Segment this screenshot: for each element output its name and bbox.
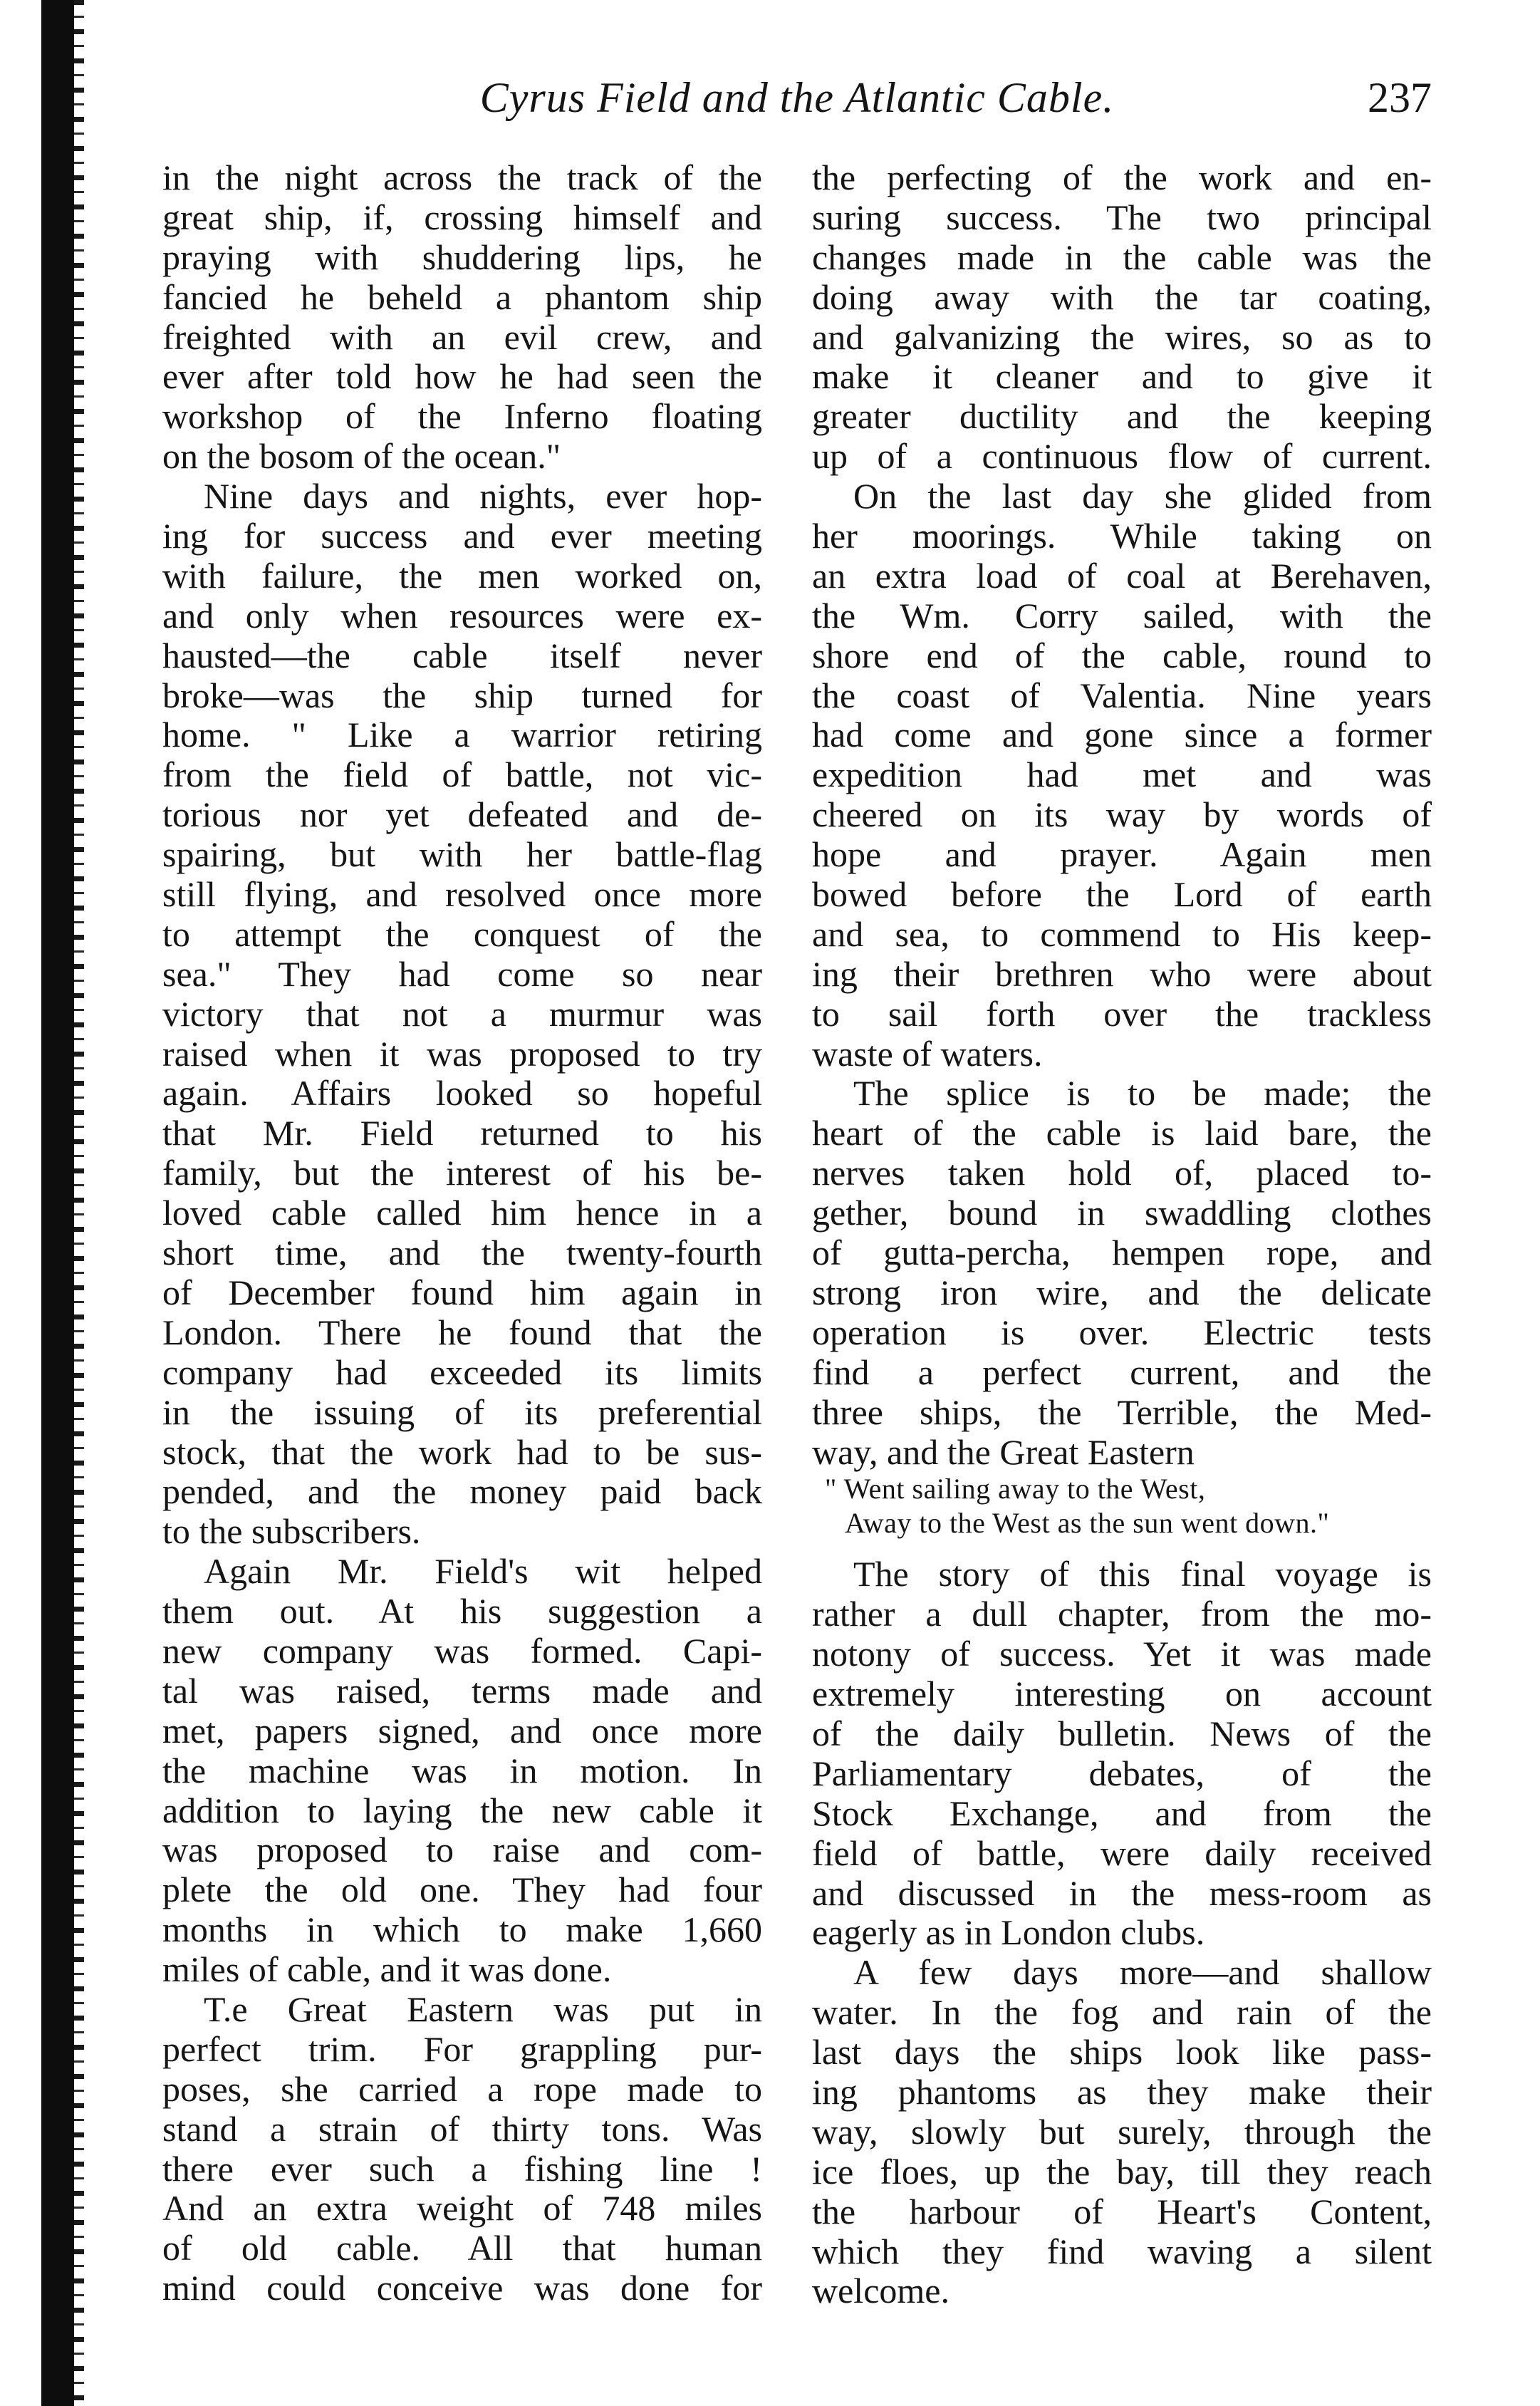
text-line: of December found him again in bbox=[162, 1272, 762, 1312]
paragraph-start-line: The story of this final voyage is bbox=[853, 1554, 1432, 1595]
text-line: ice floes, up the bay, till they reach bbox=[812, 2151, 1432, 2192]
text-line: plete the old one. They had four bbox=[162, 1870, 762, 1910]
text-line: still flying, and resolved once more bbox=[162, 874, 762, 915]
page-title: Cyrus Field and the Atlantic Cable. bbox=[479, 74, 1115, 121]
text-line: was proposed to raise and com- bbox=[162, 1830, 762, 1870]
text-line: notony of success. Yet it was made bbox=[812, 1634, 1432, 1674]
text-line: the machine was in motion. In bbox=[162, 1750, 762, 1790]
text-line: home. " Like a warrior retiring bbox=[162, 715, 762, 755]
text-line: broke—was the ship turned for bbox=[162, 675, 762, 715]
text-line: nerves taken hold of, placed to- bbox=[812, 1153, 1432, 1193]
text-line: had come and gone since a former bbox=[812, 715, 1432, 755]
text-line: ing phantoms as they make their bbox=[812, 2071, 1432, 2112]
running-head bbox=[162, 66, 1432, 130]
text-line: of old cable. All that human bbox=[162, 2228, 762, 2268]
text-line: in the night across the track of the bbox=[162, 157, 762, 197]
text-line: cheered on its way by words of bbox=[812, 794, 1432, 835]
text-line: the coast of Valentia. Nine years bbox=[812, 675, 1432, 715]
text-line: bowed before the Lord of earth bbox=[812, 874, 1432, 915]
text-line: greater ductility and the keeping bbox=[812, 396, 1432, 437]
text-line: three ships, the Terrible, the Med- bbox=[812, 1391, 1432, 1432]
text-line: ing their brethren who were about bbox=[812, 953, 1432, 994]
text-line: there ever such a fishing line ! bbox=[162, 2148, 762, 2189]
text-line: again. Affairs looked so hopeful bbox=[162, 1073, 762, 1114]
text-line: poses, she carried a rope made to bbox=[162, 2068, 762, 2109]
text-line: on the bosom of the ocean." bbox=[162, 436, 561, 477]
text-line: hope and prayer. Again men bbox=[812, 834, 1432, 875]
text-line: torious nor yet defeated and de- bbox=[162, 794, 762, 835]
text-line: in the issuing of its preferential bbox=[162, 1391, 762, 1432]
text-line: welcome. bbox=[812, 2271, 950, 2311]
text-line: ing for success and ever meeting bbox=[162, 516, 762, 556]
text-line: tal was raised, terms made and bbox=[162, 1670, 762, 1711]
text-line: Stock Exchange, and from the bbox=[812, 1793, 1432, 1833]
text-line: waste of waters. bbox=[812, 1033, 1043, 1074]
text-line: and galvanizing the wires, so as to bbox=[812, 316, 1432, 357]
text-line: last days the ships look like pass- bbox=[812, 2032, 1432, 2073]
text-line: her moorings. While taking on bbox=[812, 516, 1432, 556]
text-line: perfect trim. For grappling pur- bbox=[162, 2028, 762, 2069]
paragraph-start-line: Again Mr. Field's wit helped bbox=[204, 1551, 762, 1592]
text-line: praying with shuddering lips, he bbox=[162, 237, 762, 277]
text-line: spairing, but with her battle-flag bbox=[162, 834, 762, 875]
text-line: ever after told how he had seen the bbox=[162, 356, 762, 397]
text-line: find a perfect current, and the bbox=[812, 1352, 1432, 1392]
paragraph-start-line: A few days more—and shallow bbox=[853, 1952, 1432, 1993]
text-line: Parliamentary debates, of the bbox=[812, 1753, 1432, 1793]
text-line: and discussed in the mess-room as bbox=[812, 1872, 1432, 1913]
text-line: great ship, if, crossing himself and bbox=[162, 197, 762, 237]
text-line: freighted with an evil crew, and bbox=[162, 316, 762, 357]
text-line: gether, bound in swaddling clothes bbox=[812, 1193, 1432, 1233]
text-line: workshop of the Inferno floating bbox=[162, 396, 762, 437]
text-line: the harbour of Heart's Content, bbox=[812, 2191, 1432, 2231]
text-line: rather a dull chapter, from the mo- bbox=[812, 1594, 1432, 1634]
text-line: to attempt the conquest of the bbox=[162, 913, 762, 954]
paragraph-start-line: On the last day she glided from bbox=[853, 476, 1432, 517]
text-line: addition to laying the new cable it bbox=[162, 1790, 762, 1830]
text-line: that Mr. Field returned to his bbox=[162, 1113, 762, 1153]
quote-line: Away to the West as the sun went down." bbox=[845, 1507, 1330, 1540]
text-line: extremely interesting on account bbox=[812, 1674, 1432, 1714]
text-line: met, papers signed, and once more bbox=[162, 1710, 762, 1751]
text-line: fancied he beheld a phantom ship bbox=[162, 276, 762, 317]
text-line: stand a strain of thirty tons. Was bbox=[162, 2108, 762, 2149]
text-line: water. In the fog and rain of the bbox=[812, 1992, 1432, 2033]
text-line: London. There he found that the bbox=[162, 1312, 762, 1352]
right-column bbox=[812, 158, 1432, 2311]
text-line: from the field of battle, not vic- bbox=[162, 755, 762, 795]
text-line: an extra load of coal at Berehaven, bbox=[812, 555, 1432, 596]
text-line: hausted—the cable itself never bbox=[162, 635, 762, 675]
text-line: way, and the Great Eastern bbox=[812, 1431, 1195, 1472]
text-line: expedition had met and was bbox=[812, 755, 1432, 795]
paragraph-start-line: T.e Great Eastern was put in bbox=[204, 1988, 762, 2029]
text-line: suring success. The two principal bbox=[812, 197, 1432, 237]
text-line: up of a continuous flow of current. bbox=[812, 436, 1432, 477]
text-line: miles of cable, and it was done. bbox=[162, 1949, 612, 1990]
text-line: to the subscribers. bbox=[162, 1511, 421, 1552]
quote-line: " Went sailing away to the West, bbox=[825, 1473, 1206, 1505]
text-line: way, slowly but surely, through the bbox=[812, 2111, 1432, 2152]
text-line: to sail forth over the trackless bbox=[812, 993, 1432, 1034]
text-line: months in which to make 1,660 bbox=[162, 1909, 762, 1950]
text-line: the Wm. Corry sailed, with the bbox=[812, 595, 1432, 636]
text-line: victory that not a murmur was bbox=[162, 993, 762, 1034]
verse-quote bbox=[812, 1472, 1432, 1540]
text-line: new company was formed. Capi- bbox=[162, 1630, 762, 1671]
text-line: which they find waving a silent bbox=[812, 2231, 1432, 2271]
paragraph-start-line: The splice is to be made; the bbox=[853, 1073, 1432, 1114]
text-line: family, but the interest of his be- bbox=[162, 1153, 762, 1193]
left-column bbox=[162, 158, 762, 2308]
page-number: 237 bbox=[1368, 74, 1432, 121]
paragraph-start-line: Nine days and nights, ever hop- bbox=[204, 476, 762, 517]
text-line: and only when resources were ex- bbox=[162, 595, 762, 636]
text-line: and sea, to commend to His keep- bbox=[812, 913, 1432, 954]
text-line: pended, and the money paid back bbox=[162, 1471, 762, 1512]
text-line: the perfecting of the work and en- bbox=[812, 157, 1432, 197]
text-line: changes made in the cable was the bbox=[812, 237, 1432, 277]
text-line: loved cable called him hence in a bbox=[162, 1193, 762, 1233]
text-line: make it cleaner and to give it bbox=[812, 356, 1432, 397]
text-line: raised when it was proposed to try bbox=[162, 1033, 762, 1074]
text-line: strong iron wire, and the delicate bbox=[812, 1272, 1432, 1312]
text-line: of gutta-percha, hempen rope, and bbox=[812, 1233, 1432, 1273]
text-line: them out. At his suggestion a bbox=[162, 1591, 762, 1632]
text-line: short time, and the twenty-fourth bbox=[162, 1233, 762, 1273]
text-line: doing away with the tar coating, bbox=[812, 276, 1432, 317]
text-line: mind could conceive was done for bbox=[162, 2268, 762, 2308]
text-line: heart of the cable is laid bare, the bbox=[812, 1113, 1432, 1153]
text-line: And an extra weight of 748 miles bbox=[162, 2188, 762, 2229]
binding-edge bbox=[41, 0, 74, 2406]
text-line: field of battle, were daily received bbox=[812, 1832, 1432, 1873]
text-line: of the daily bulletin. News of the bbox=[812, 1713, 1432, 1753]
text-line: stock, that the work had to be sus- bbox=[162, 1431, 762, 1472]
spacer bbox=[812, 1540, 1432, 1555]
text-line: shore end of the cable, round to bbox=[812, 635, 1432, 675]
text-line: company had exceeded its limits bbox=[162, 1352, 762, 1392]
text-line: eagerly as in London clubs. bbox=[812, 1912, 1205, 1953]
text-line: operation is over. Electric tests bbox=[812, 1312, 1432, 1352]
text-line: sea." They had come so near bbox=[162, 953, 762, 994]
text-line: with failure, the men worked on, bbox=[162, 555, 762, 596]
